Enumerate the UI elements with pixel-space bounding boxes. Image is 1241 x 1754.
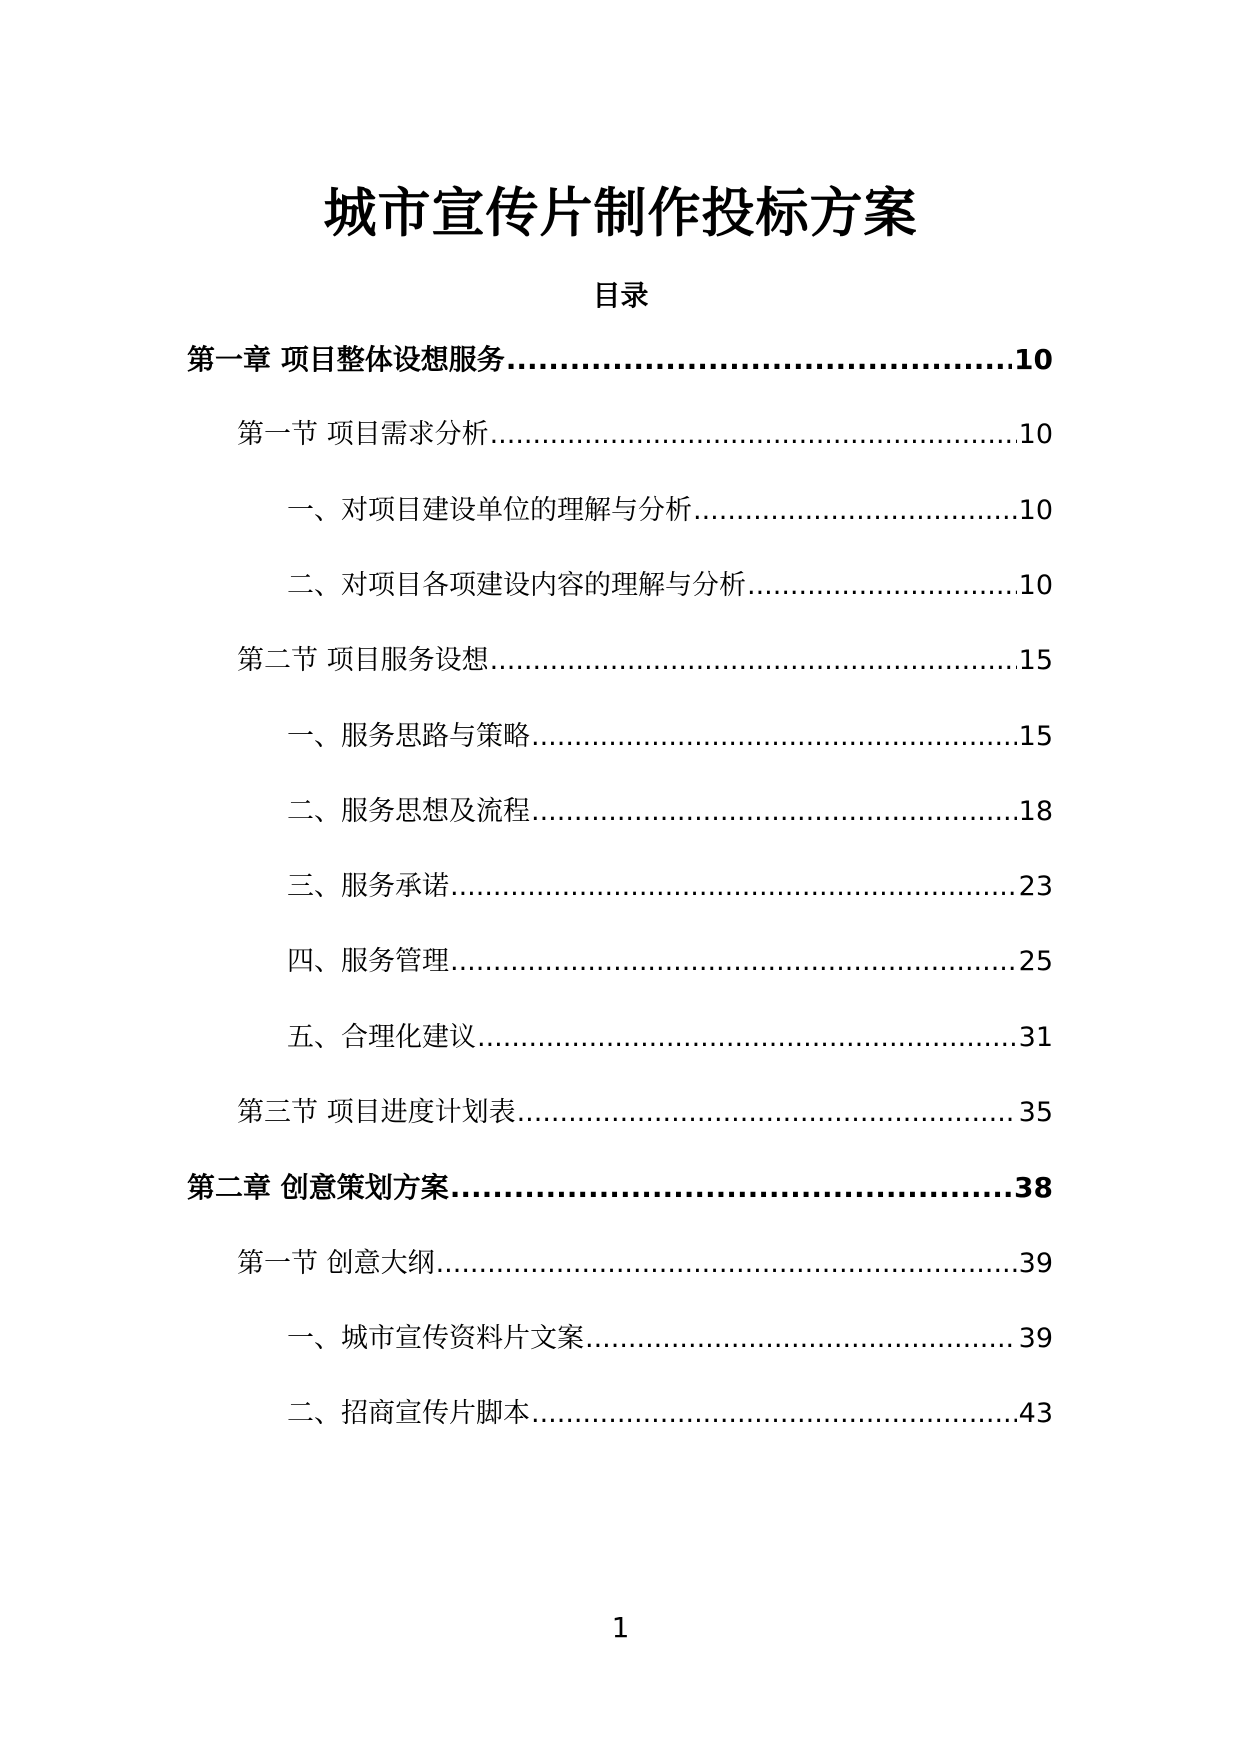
toc-entry[interactable]	[287, 566, 1053, 606]
toc-entry[interactable]	[287, 1319, 1053, 1359]
toc-dot-leader	[435, 1244, 1017, 1284]
toc-entry[interactable]	[287, 717, 1053, 757]
toc-entry-page: 10	[1018, 419, 1053, 450]
toc-entry[interactable]	[287, 1018, 1053, 1058]
toc-dot-leader	[584, 1319, 1017, 1359]
toc-dot-leader	[746, 566, 1017, 606]
toc-entry-page: 10	[1018, 495, 1053, 526]
toc-entry[interactable]	[237, 1244, 1053, 1284]
toc-entry-label: 五、合理化建议	[287, 1022, 476, 1053]
toc-dot-leader	[692, 491, 1017, 531]
toc-entry-page: 39	[1018, 1248, 1053, 1279]
toc-dot-leader	[530, 717, 1017, 757]
toc-entry-label: 第二节 项目服务设想	[237, 645, 489, 676]
toc-entry-label: 二、对项目各项建设内容的理解与分析	[287, 570, 746, 601]
toc-dot-leader	[530, 792, 1017, 832]
toc-entry-label: 一、对项目建设单位的理解与分析	[287, 495, 692, 526]
toc-entry-page: 18	[1018, 796, 1053, 827]
toc-entry-label: 第一节 项目需求分析	[237, 419, 489, 450]
document-title: 城市宣传片制作投标方案	[323, 183, 918, 244]
toc-entry-page: 10	[1014, 343, 1053, 376]
toc-entry-page: 25	[1018, 946, 1053, 977]
toc-entry[interactable]	[287, 491, 1053, 531]
toc-entry-page: 23	[1018, 871, 1053, 902]
toc-dot-leader	[505, 340, 1012, 380]
toc-entry-page: 15	[1018, 721, 1053, 752]
page-number: 1	[611, 1611, 630, 1644]
toc-entry-page: 10	[1018, 570, 1053, 601]
toc-entry-label: 第一节 创意大纲	[237, 1248, 435, 1279]
toc-dot-leader	[516, 1093, 1017, 1133]
toc-entry[interactable]	[287, 792, 1053, 832]
toc-entry-label: 第一章 项目整体设想服务	[187, 343, 505, 376]
toc-entry-label: 二、服务思想及流程	[287, 796, 530, 827]
toc-entry[interactable]	[287, 867, 1053, 907]
toc-entry-label: 一、服务思路与策略	[287, 721, 530, 752]
toc-dot-leader	[489, 415, 1017, 455]
toc-entry[interactable]	[237, 415, 1053, 455]
toc-dot-leader	[530, 1394, 1017, 1434]
toc-entry-label: 一、城市宣传资料片文案	[287, 1323, 584, 1354]
toc-entry[interactable]	[287, 1394, 1053, 1434]
toc-entry-label: 二、招商宣传片脚本	[287, 1398, 530, 1429]
toc-dot-leader	[476, 1018, 1017, 1058]
toc-entry-label: 第三节 项目进度计划表	[237, 1097, 516, 1128]
toc-entry[interactable]	[237, 641, 1053, 681]
toc-entry[interactable]	[187, 1168, 1053, 1208]
toc-entry[interactable]	[287, 942, 1053, 982]
toc-entry-label: 四、服务管理	[287, 946, 449, 977]
toc-entry-page: 35	[1018, 1097, 1053, 1128]
toc-entry[interactable]	[237, 1093, 1053, 1133]
toc-entry-label: 第二章 创意策划方案	[187, 1171, 449, 1204]
toc-entry-page: 39	[1018, 1323, 1053, 1354]
toc-entry-page: 38	[1014, 1171, 1053, 1204]
toc-entry-page: 15	[1018, 645, 1053, 676]
toc-entry-page: 43	[1018, 1398, 1053, 1429]
toc-heading: 目录	[592, 279, 649, 312]
toc-dot-leader	[489, 641, 1017, 681]
toc-dot-leader	[449, 942, 1017, 982]
toc-dot-leader	[449, 867, 1017, 907]
toc-entry-label: 三、服务承诺	[287, 871, 449, 902]
toc-dot-leader	[449, 1168, 1012, 1208]
toc-entry-page: 31	[1018, 1022, 1053, 1053]
toc-entry[interactable]	[187, 340, 1053, 380]
